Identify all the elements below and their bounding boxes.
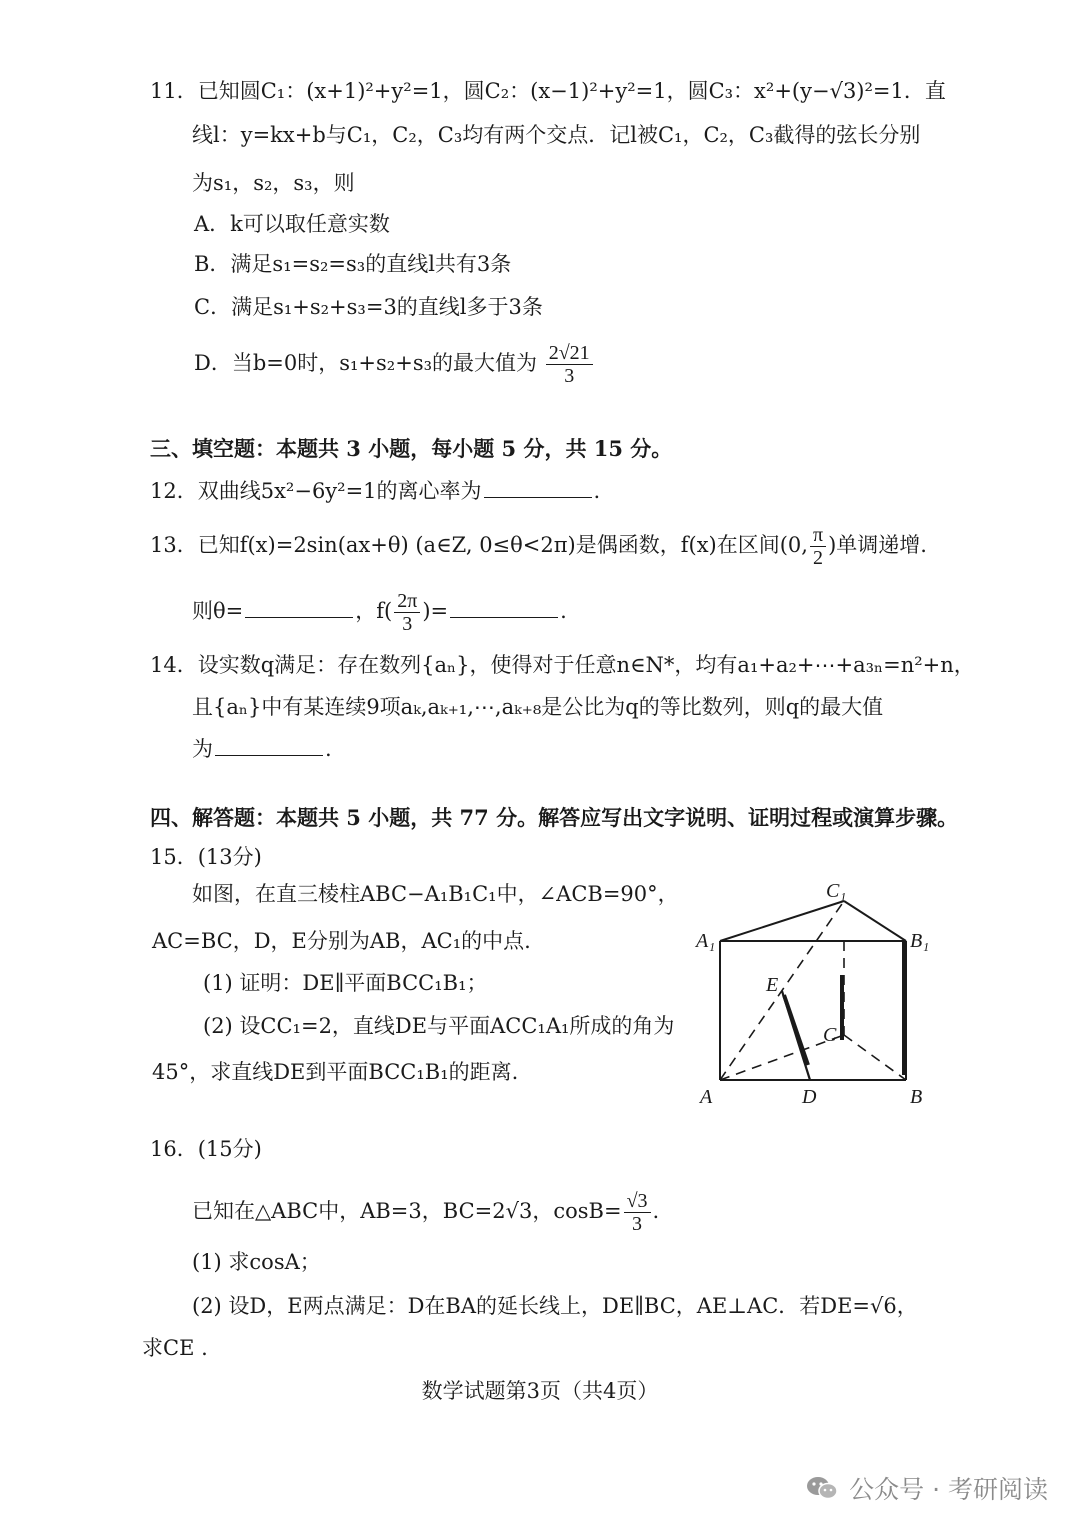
q14-line3: [192, 734, 332, 764]
q13-f-label: ，f(: [355, 599, 393, 623]
q13-line2: [192, 590, 567, 635]
q11-option-b: B．满足s₁=s₂=s₃的直线l共有3条: [194, 252, 512, 276]
prism-figure: [692, 875, 942, 1115]
q11-option-d-fraction: [546, 342, 593, 387]
q16-period: .: [652, 1199, 660, 1223]
label-d: D: [802, 1086, 817, 1108]
watermark: [805, 1470, 1048, 1506]
q15-line2: AC=BC，D，E分别为AB，AC₁的中点.: [152, 929, 531, 953]
q11-option-d: [194, 342, 595, 387]
q14-text: 为: [192, 737, 213, 761]
fraction-numerator: π: [810, 524, 826, 547]
q11-stem-line2: 线l：y=kx+b与C₁，C₂，C₃均有两个交点．记l被C₁，C₂，C₃截得的弦长分别: [192, 123, 921, 147]
q15-heading: 15．(13分): [150, 845, 262, 869]
fraction-denominator: 3: [402, 613, 413, 635]
segment-de-mark: [784, 995, 808, 1065]
label-b1: B₁: [910, 930, 930, 952]
q13-theta-blank[interactable]: [245, 599, 353, 618]
q16-cosb-fraction: [624, 1190, 651, 1235]
q13-period: .: [560, 599, 567, 623]
section3-title: 三、填空题：本题共 3 小题，每小题 5 分，共 15 分。: [150, 436, 673, 461]
q13-line1: [150, 524, 927, 569]
fraction-numerator: 2π: [394, 590, 420, 613]
q13-text-end: )单调递增.: [828, 533, 927, 557]
q11-option-c: C．满足s₁+s₂+s₃=3的直线l多于3条: [194, 295, 543, 319]
label-a: A: [700, 1086, 713, 1108]
q16-line1: [192, 1190, 659, 1235]
fraction-numerator: √3: [624, 1190, 651, 1213]
q15-part1: (1) 证明：DE∥平面BCC₁B₁；: [203, 971, 488, 995]
q12-answer-blank[interactable]: [484, 479, 592, 498]
edge-c1b1: [844, 901, 906, 941]
section4-title: 四、解答题：本题共 5 小题，共 77 分。解答应写出文字说明、证明过程或演算步骤。: [150, 805, 959, 830]
q14-line1: 14．设实数q满足：存在数列{aₙ}，使得对于任意n∈N*，均有a₁+a₂+⋯+a₃ₙ=n²+n，: [150, 653, 975, 677]
q16-heading: 16．(15分): [150, 1137, 262, 1161]
watermark-text: 公众号 · 考研阅读: [849, 1475, 1048, 1504]
q16-part2-cont: 求CE .: [142, 1336, 208, 1360]
q13-theta-label: 则θ=: [192, 599, 244, 623]
fraction-numerator: 2√21: [546, 342, 593, 365]
fraction-denominator: 3: [564, 365, 575, 387]
q11-option-a: A．k可以取任意实数: [194, 212, 390, 236]
wechat-icon: [805, 1474, 839, 1502]
fraction-denominator: 3: [632, 1213, 643, 1235]
q14-answer-blank[interactable]: [215, 737, 323, 756]
q13-f-blank[interactable]: [450, 599, 558, 618]
q12-text: 12．双曲线5x²−6y²=1的离心率为: [150, 479, 482, 503]
fraction-denominator: 2: [813, 547, 824, 569]
q16-part1: (1) 求cosA；: [192, 1250, 321, 1274]
page-footer: 数学试题第3页（共4页）: [421, 1379, 659, 1403]
q13-text: 13．已知f(x)=2sin(ax+θ) (a∈Z, 0≤θ<2π)是偶函数，f(x)在区间(0,: [150, 533, 808, 557]
q12: [150, 476, 600, 506]
edge-a1c1: [720, 901, 844, 941]
q11-option-d-text: D．当b=0时，s₁+s₂+s₃的最大值为: [194, 351, 538, 375]
q15-part2: (2) 设CC₁=2，直线DE与平面ACC₁A₁所成的角为: [203, 1014, 675, 1038]
q11-stem-line3: 为s₁，s₂，s₃，则: [192, 171, 355, 195]
label-c1: C₁: [826, 880, 847, 902]
q16-text: 已知在△ABC中，AB=3，BC=2√3，cosB=: [192, 1199, 622, 1223]
label-c: C: [823, 1024, 837, 1046]
q16-part2: (2) 设D，E两点满足：D在BA的延长线上，DE∥BC，AE⊥AC．若DE=√6，: [192, 1294, 918, 1318]
q13-f-equals: )=: [422, 599, 449, 623]
q15-line1: 如图，在直三棱柱ABC−A₁B₁C₁中，∠ACB=90°，: [192, 882, 679, 906]
label-e: E: [766, 974, 779, 996]
q13-f-fraction: [394, 590, 420, 635]
label-b: B: [910, 1086, 923, 1108]
q11-stem-line1: 11．已知圆C₁：(x+1)²+y²=1，圆C₂：(x−1)²+y²=1，圆C₃：x²+(y−√3)²=1．直: [150, 79, 946, 103]
edge-ac1-dashed: [720, 901, 844, 1080]
q15-part2-cont: 45°，求直线DE到平面BCC₁B₁的距离.: [152, 1060, 519, 1084]
q13-interval-fraction: [810, 524, 826, 569]
q12-period: .: [593, 479, 601, 503]
edge-cb-dashed: [844, 1035, 906, 1080]
q14-line2: 且{aₙ}中有某连续9项aₖ,aₖ₊₁,⋯,aₖ₊₈是公比为q的等比数列，则q的最大值: [192, 695, 884, 719]
q14-period: .: [325, 737, 332, 761]
label-a1: A₁: [696, 930, 716, 952]
